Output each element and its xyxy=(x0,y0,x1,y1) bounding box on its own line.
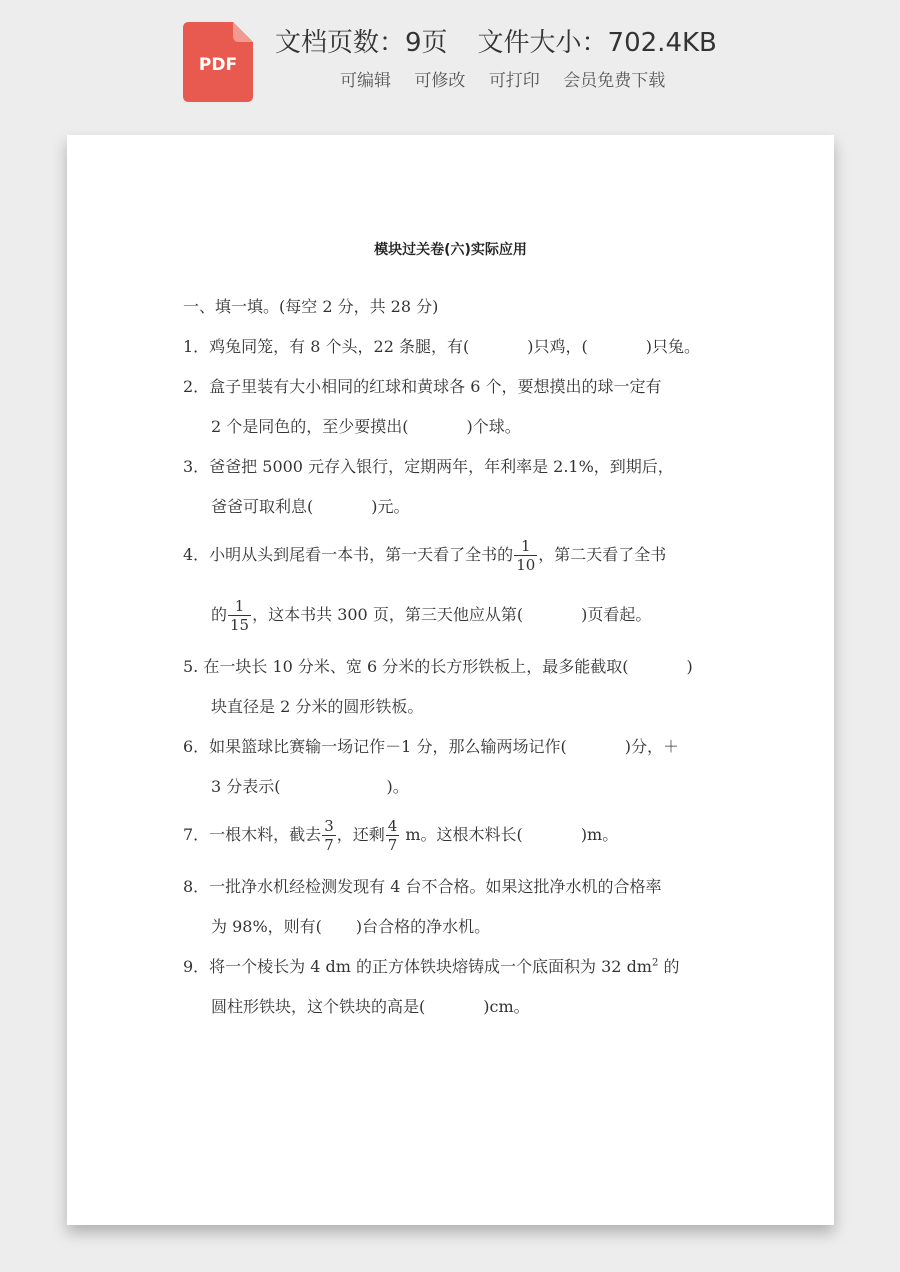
q9-text-a: 9．将一个棱长为 4 dm 的正方体铁块熔铸成一个底面积为 32 dm xyxy=(183,957,652,976)
question-6-line-1 xyxy=(183,737,679,757)
question-2-line-1: 2．盒子里装有大小相同的红球和黄球各 6 个，要想摸出的球一定有 xyxy=(183,377,662,396)
q1-text-a: 1．鸡兔同笼，有 8 个头，22 条腿，有( xyxy=(183,337,470,356)
file-size-text: 文件大小：702.4KB xyxy=(477,28,717,58)
fraction-denominator: 10 xyxy=(516,556,536,574)
q4-text-c: 的 xyxy=(211,605,228,624)
fraction-one-fifteenth xyxy=(228,597,251,634)
fraction-three-sevenths xyxy=(322,817,336,854)
q3-text-a: 爸爸可取利息( xyxy=(211,497,314,516)
question-5-line-2: 块直径是 2 分米的圆形铁板。 xyxy=(211,697,424,716)
q8-text-a: 为 98%，则有( xyxy=(211,917,322,936)
q4-text-b: ，第二天看了全书 xyxy=(538,545,667,564)
fraction-numerator: 3 xyxy=(324,817,334,835)
q6-text-b: )分，＋ xyxy=(624,737,679,756)
question-9-line-2 xyxy=(211,997,530,1017)
question-1 xyxy=(183,337,700,357)
fraction-numerator: 4 xyxy=(387,817,398,835)
feature-editable: 可编辑 xyxy=(340,71,391,91)
q5-text-a: 5. 在一块长 10 分米、宽 6 分米的长方形铁板上，最多能截取( xyxy=(183,657,629,676)
q1-text-b: )只鸡，( xyxy=(527,337,588,356)
q6-text-d: )。 xyxy=(386,777,409,796)
q7-text-d: )m。 xyxy=(580,825,619,844)
q4-text-d: ，这本书共 300 页，第三天他应从第( xyxy=(252,605,524,624)
question-9-line-1 xyxy=(183,957,679,977)
fraction-denominator: 7 xyxy=(387,836,398,854)
q1-text-c: )只兔。 xyxy=(645,337,700,356)
q5-text-b: ) xyxy=(686,657,693,676)
question-5-line-1 xyxy=(183,657,693,677)
q7-text-a: 7．一根木料，截去 xyxy=(183,825,322,844)
pdf-file-icon xyxy=(183,22,253,102)
superscript-two: 2 xyxy=(651,957,659,969)
q4-text-e: )页看起。 xyxy=(581,605,652,624)
fraction-numerator: 1 xyxy=(228,597,251,616)
question-7 xyxy=(183,817,618,854)
question-6-line-2 xyxy=(211,777,409,797)
q9-text-b: 的 xyxy=(658,957,680,976)
feature-list xyxy=(340,66,675,91)
q7-text-b: ，还剩 xyxy=(336,825,385,844)
feature-modifiable: 可修改 xyxy=(414,71,466,91)
question-8-line-1: 8．一批净水机经检测发现有 4 台不合格。如果这批净水机的合格率 xyxy=(183,877,662,896)
q8-text-b: )台合格的净水机。 xyxy=(355,917,491,936)
q7-text-c: m。这根木料长( xyxy=(400,825,523,844)
question-2-line-2 xyxy=(211,417,521,437)
document-page xyxy=(67,135,834,1225)
question-3-line-2 xyxy=(211,497,410,517)
file-info-line xyxy=(275,22,717,59)
question-8-line-2 xyxy=(211,917,490,937)
fraction-denominator: 15 xyxy=(230,616,250,634)
q6-text-c: 3 分表示( xyxy=(211,777,281,796)
fraction-numerator: 1 xyxy=(514,537,537,556)
fraction-denominator: 7 xyxy=(324,836,334,854)
pdf-icon-label: PDF xyxy=(198,55,238,75)
q2-text-a: 2 个是同色的，至少要摸出( xyxy=(211,417,409,436)
feature-free-download: 会员免费下载 xyxy=(563,71,666,91)
fraction-four-sevenths xyxy=(386,817,400,854)
q9-text-d: )cm。 xyxy=(483,997,530,1016)
fraction-one-tenth xyxy=(514,537,537,574)
q3-text-b: )元。 xyxy=(371,497,410,516)
page-count-text: 文档页数：9页 xyxy=(275,28,448,58)
question-4-line-1 xyxy=(183,537,666,574)
q6-text-a: 6．如果篮球比赛输一场记作－1 分，那么输两场记作( xyxy=(183,737,567,756)
question-4-line-2 xyxy=(211,597,651,634)
section-heading: 一、填一填。(每空 2 分，共 28 分) xyxy=(183,297,439,316)
question-3-line-1: 3．爸爸把 5000 元存入银行，定期两年，年利率是 2.1%，到期后， xyxy=(183,457,674,476)
document-title: 模块过关卷(六)实际应用 xyxy=(374,242,527,258)
feature-printable: 可打印 xyxy=(488,71,540,91)
q4-text-a: 4．小明从头到尾看一本书，第一天看了全书的 xyxy=(183,545,514,564)
q9-text-c: 圆柱形铁块，这个铁块的高是( xyxy=(211,997,426,1016)
q2-text-b: )个球。 xyxy=(466,417,521,436)
